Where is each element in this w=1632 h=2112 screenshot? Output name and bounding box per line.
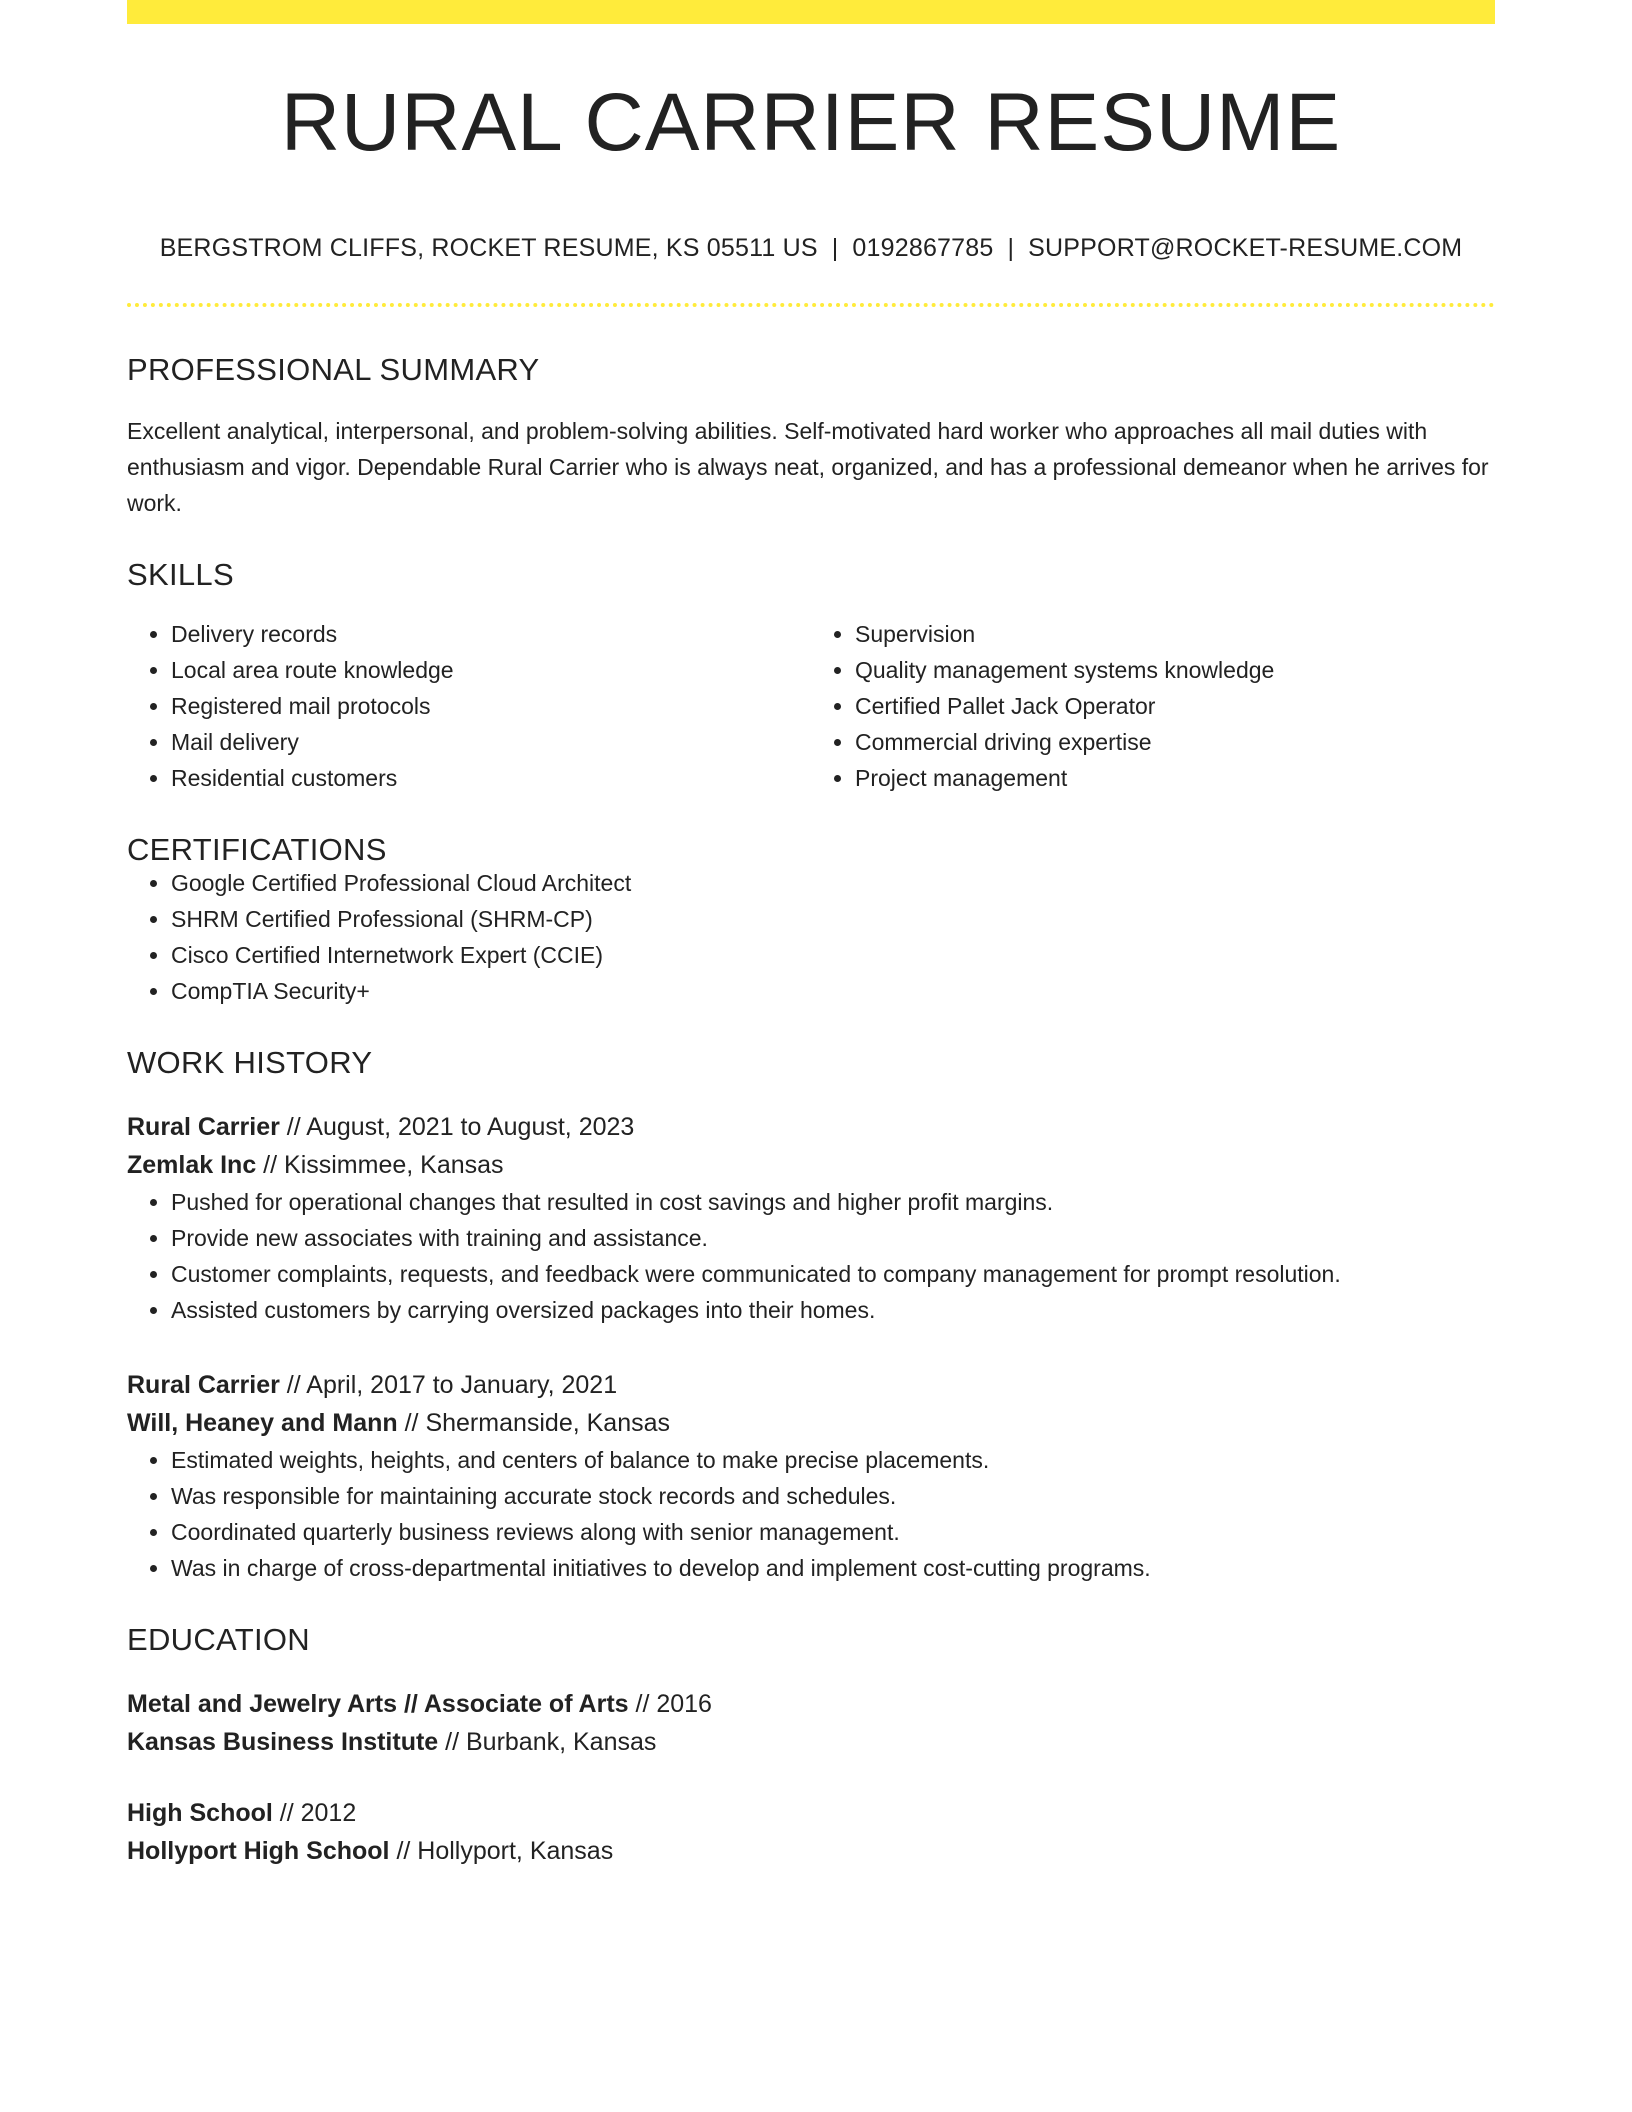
accent-top-bar xyxy=(127,0,1495,24)
education-degree-line xyxy=(127,1794,1495,1832)
job-dates: // April, 2017 to January, 2021 xyxy=(279,1371,618,1399)
contact-email[interactable]: SUPPORT@ROCKET-RESUME.COM xyxy=(1028,234,1463,262)
job-entry xyxy=(127,1108,1495,1328)
job-title: Rural Carrier xyxy=(127,1371,280,1399)
skill-item: • Certified Pallet Jack Operator xyxy=(855,688,1495,724)
education-entry xyxy=(127,1685,1495,1761)
education-school-line xyxy=(127,1723,1495,1761)
job-title-line xyxy=(127,1108,1495,1146)
certification-item: • Google Certified Professional Cloud Architect xyxy=(171,865,1495,901)
job-dates: // August, 2021 to August, 2023 xyxy=(279,1113,635,1141)
contact-phone[interactable]: 0192867785 xyxy=(852,234,994,262)
skill-item: • Mail delivery xyxy=(171,724,811,760)
job-bullets xyxy=(127,1442,1495,1586)
job-bullet: • Assisted customers by carrying oversized packages into their homes. xyxy=(171,1292,1495,1328)
education-school-line xyxy=(127,1832,1495,1870)
skill-item: • Quality management systems knowledge xyxy=(855,652,1495,688)
job-company: Will, Heaney and Mann xyxy=(127,1409,398,1437)
job-bullet: • Was responsible for maintaining accurate stock records and schedules. xyxy=(171,1478,1495,1514)
certifications-heading: CERTIFICATIONS xyxy=(127,832,387,867)
summary-text: Excellent analytical, interpersonal, and problem-solving abilities. Self-motivated hard worker who approaches all mail duties with enthusiasm and vigor. Dependable Rural Carrier who is always neat, organized, and has a professional demeanor when he arrives for work. xyxy=(127,418,1489,516)
skill-item: • Supervision xyxy=(855,616,1495,652)
education-degree-line xyxy=(127,1685,1495,1723)
education-degree: High School xyxy=(127,1799,273,1827)
skills-heading: SKILLS xyxy=(127,557,234,592)
certifications-list xyxy=(127,865,1495,1009)
job-location: // Kissimmee, Kansas xyxy=(256,1151,504,1179)
skills-list-right xyxy=(811,616,1495,796)
job-company: Zemlak Inc xyxy=(127,1151,257,1179)
skill-item: • Delivery records xyxy=(171,616,811,652)
education-year: // 2016 xyxy=(628,1690,712,1718)
job-bullet: • Provide new associates with training and assistance. xyxy=(171,1220,1495,1256)
contact-separator: | xyxy=(1007,234,1015,262)
certification-item: • Cisco Certified Internetwork Expert (CCIE) xyxy=(171,937,1495,973)
skills-columns xyxy=(127,616,1495,796)
contact-line xyxy=(127,234,1495,263)
dotted-divider xyxy=(127,303,1495,307)
job-bullet: • Was in charge of cross-departmental initiatives to develop and implement cost-cutting programs. xyxy=(171,1550,1495,1586)
contact-separator: | xyxy=(831,234,839,262)
job-bullet: • Customer complaints, requests, and feedback were communicated to company management for prompt resolution. xyxy=(171,1256,1495,1292)
skills-list-left xyxy=(127,616,811,796)
job-entry xyxy=(127,1366,1495,1586)
education-location: // Hollyport, Kansas xyxy=(389,1837,614,1865)
summary-heading: PROFESSIONAL SUMMARY xyxy=(127,352,540,387)
education-school: Hollyport High School xyxy=(127,1837,390,1865)
skill-item: • Project management xyxy=(855,760,1495,796)
skill-item: • Registered mail protocols xyxy=(171,688,811,724)
education-degree: Metal and Jewelry Arts // Associate of Arts xyxy=(127,1690,629,1718)
education-entry xyxy=(127,1794,1495,1870)
certification-item: • SHRM Certified Professional (SHRM-CP) xyxy=(171,901,1495,937)
certification-item: • CompTIA Security+ xyxy=(171,973,1495,1009)
skill-item: • Local area route knowledge xyxy=(171,652,811,688)
contact-address: BERGSTROM CLIFFS, ROCKET RESUME, KS 05511 US xyxy=(159,234,818,262)
skill-item: • Residential customers xyxy=(171,760,811,796)
education-heading: EDUCATION xyxy=(127,1622,310,1657)
job-bullets xyxy=(127,1184,1495,1328)
job-bullet: • Coordinated quarterly business reviews along with senior management. xyxy=(171,1514,1495,1550)
job-title-line xyxy=(127,1366,1495,1404)
skill-item: • Commercial driving expertise xyxy=(855,724,1495,760)
job-title: Rural Carrier xyxy=(127,1113,280,1141)
job-bullet: • Pushed for operational changes that resulted in cost savings and higher profit margins. xyxy=(171,1184,1495,1220)
job-company-line xyxy=(127,1146,1495,1184)
job-bullet: • Estimated weights, heights, and centers of balance to make precise placements. xyxy=(171,1442,1495,1478)
work-history-heading: WORK HISTORY xyxy=(127,1045,373,1080)
education-year: // 2012 xyxy=(272,1799,357,1827)
page-title: RURAL CARRIER RESUME xyxy=(280,77,1342,168)
job-location: // Shermanside, Kansas xyxy=(397,1409,671,1437)
resume-page xyxy=(127,0,1495,1870)
education-location: // Burbank, Kansas xyxy=(438,1728,657,1756)
job-company-line xyxy=(127,1404,1495,1442)
education-school: Kansas Business Institute xyxy=(127,1728,439,1756)
